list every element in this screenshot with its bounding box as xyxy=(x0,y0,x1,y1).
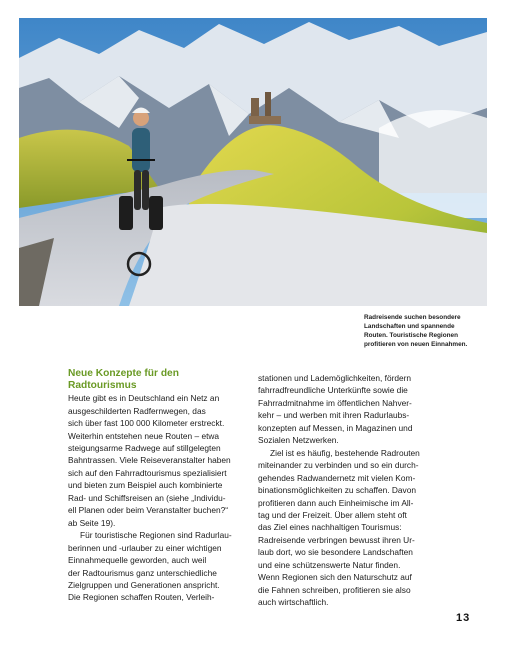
caption-line: Radreisende suchen besondere xyxy=(364,314,461,321)
caption-line: profitieren von neuen Einnahmen. xyxy=(364,341,468,348)
caption-line: Landschaften und spannende xyxy=(364,323,455,330)
text-line: und eine schützenswerte Natur finden. xyxy=(258,559,401,570)
caption-line: Routen. Touristische Regionen xyxy=(364,332,458,339)
cyclist-mountain-photo xyxy=(19,18,487,306)
heading-line: Neue Konzepte für den xyxy=(68,368,179,379)
text-line: Bahntrassen. Viele Reiseveranstalter haben xyxy=(68,455,231,466)
text-line: profitieren dann auch Einheimische im All- xyxy=(258,497,414,508)
text-column-right xyxy=(258,372,464,609)
text-line: Fahrradmitnahme im öffentlichen Nahver- xyxy=(258,397,412,408)
section-heading xyxy=(68,368,228,391)
paragraph xyxy=(258,372,464,447)
text-line: konzepten auf Messen, in Magazinen und xyxy=(258,422,413,433)
text-line: sich über fast 100 000 Kilometer erstreckt. xyxy=(68,418,225,429)
text-line: Für touristische Regionen sind Radurlau- xyxy=(80,530,232,541)
text-line: Die Regionen schaffen Routen, Verleih- xyxy=(68,592,215,603)
photo-caption xyxy=(364,313,486,349)
text-line: stationen und Lademöglichkeiten, fördern xyxy=(258,373,412,383)
heading-line: Radtourismus xyxy=(68,379,137,391)
text-line: fahrradfreundliche Unterkünfte sowie die xyxy=(258,385,408,396)
text-line: Heute gibt es in Deutschland ein Netz an xyxy=(68,393,220,404)
text-line: die Fahnen schreiben, profitieren sie also xyxy=(258,584,411,595)
text-line: Ziel ist es häufig, bestehende Radrouten xyxy=(270,447,420,458)
text-line: Weiterhin entstehen neue Routen – etwa xyxy=(68,430,220,441)
text-line: Sozialen Netzwerken. xyxy=(258,435,339,446)
text-line: kehr – und werben mit ihren Radurlaubs- xyxy=(258,410,410,421)
text-line: Rad- und Schiffsreisen an (siehe „Individu- xyxy=(68,492,226,503)
paragraph xyxy=(258,447,464,609)
text-line: Radreisende verbringen bewusst ihren Ur- xyxy=(258,534,415,545)
text-line: ab Seite 19). xyxy=(68,517,116,528)
text-line: Einnahmequelle geworden, auch weil xyxy=(68,555,207,566)
text-line: auch wirtschaftlich. xyxy=(258,597,329,608)
text-line: Wenn Regionen sich den Naturschutz auf xyxy=(258,572,412,583)
text-line: binationsmöglichkeiten zu schaffen. Davon xyxy=(258,485,417,496)
text-line: tag und der Freizeit. Über allem steht oft xyxy=(258,509,407,520)
paragraph xyxy=(68,392,274,529)
text-line: und bieten zum Beispiel auch kombinierte xyxy=(68,480,223,491)
text-line: ausgeschilderten Radfernwegen, das xyxy=(68,405,206,416)
text-line: steigungsarme Radwege auf stillgelegten xyxy=(68,443,221,453)
text-line: laub dort, wo sie besondere Landschaften xyxy=(258,547,413,558)
page-number: 13 xyxy=(456,612,471,624)
text-line: das Ziel eines nachhaltigen Tourismus: xyxy=(258,522,402,533)
text-line: Zielgruppen und Generationen anspricht. xyxy=(68,579,220,590)
text-line: miteinander zu verbinden und so ein durch- xyxy=(258,460,419,471)
text-column-left xyxy=(68,368,274,604)
text-line: der Radtourismus ganz unterschiedliche xyxy=(68,567,217,578)
text-line: gehendes Radwandernetz mit vielen Kom- xyxy=(258,472,416,483)
text-line: sich auf den Fahrradtourismus spezialisiert xyxy=(68,467,227,478)
text-line: berinnen und -urlauber zu einer wichtigen xyxy=(68,542,222,553)
paragraph xyxy=(68,529,274,604)
text-line: ell Planen oder beim Veranstalter buchen?“ xyxy=(68,505,229,516)
